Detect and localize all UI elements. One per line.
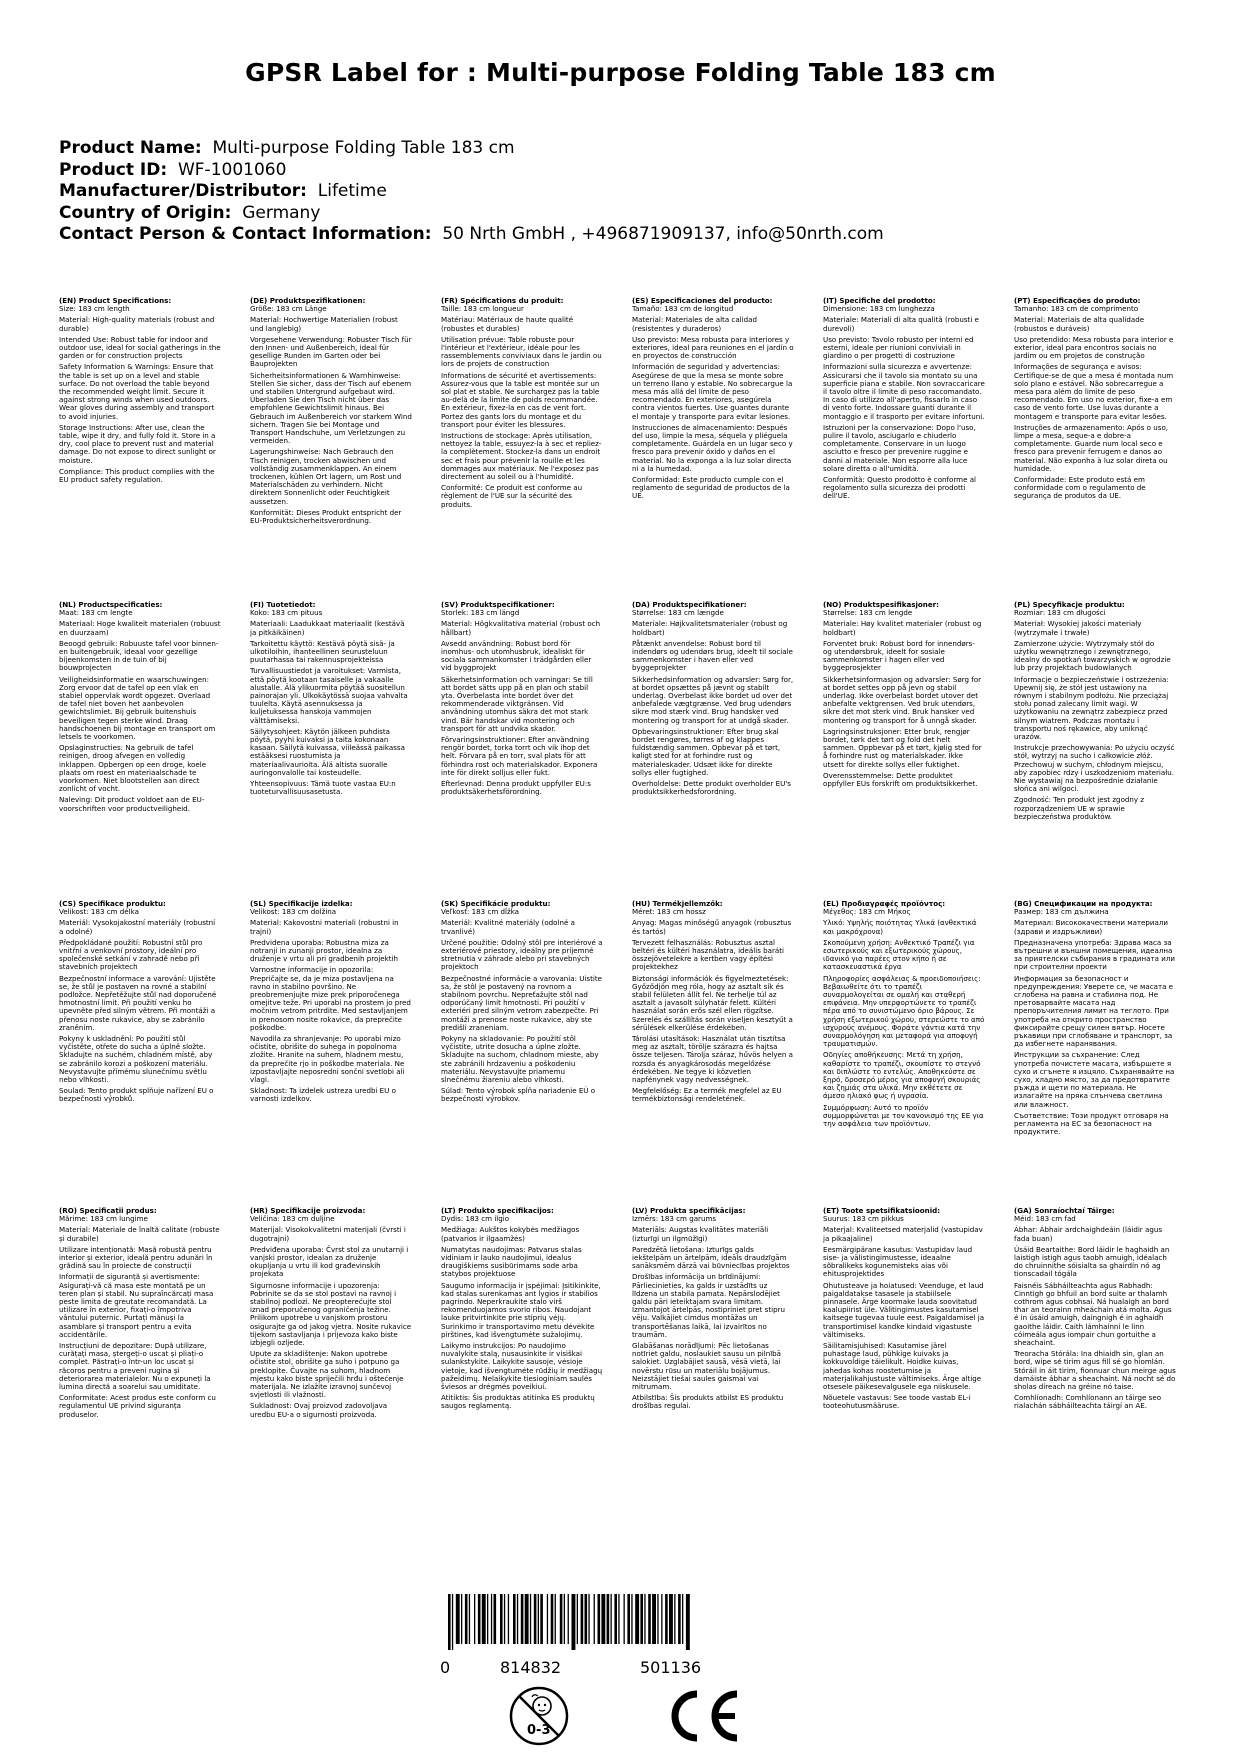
spec-paragraph: Dimensione: 183 cm lunghezza bbox=[823, 304, 935, 314]
spec-paragraph: Comhlíonadh: Comhlíonann an táirge seo rialachán sábháilteachta táirgí an AE. bbox=[1014, 1393, 1162, 1411]
spec-block bbox=[823, 1207, 985, 1497]
spec-paragraph: Størrelse: 183 cm længde bbox=[632, 608, 724, 618]
spec-paragraph: Taille: 183 cm longueur bbox=[441, 304, 524, 314]
spec-block bbox=[59, 601, 221, 891]
spec-paragraph: Förvaringsinstruktioner: Efter användning rengör bordet, torka torrt och vik ihop det helt. Förvara på en torr, sval plats för att förhindra rost och materialskador. Exponera inte för direkt solljus eller fukt. bbox=[441, 735, 598, 777]
spec-paragraph: Informații de siguranță și avertismente: Asigurați-vă că masa este montată pe un teren plan și stabil. Nu supraîncărcați masa peste limita de greutate recomandată. La utilizare în exterior, fixați-o împotriva vântului puternic. Purtați mănuși la asamblare și transport pentru a evita accidentările. bbox=[59, 1272, 214, 1339]
spec-paragraph: Material: Materiale de înaltă calitate (robuste și durabile) bbox=[59, 1225, 220, 1243]
spec-paragraph: Material: Hochwertige Materialien (robust und langlebig) bbox=[250, 315, 398, 333]
spec-paragraph: Informações de segurança e avisos: Certifique-se de que a mesa é montada num solo plano e estável. Não sobrecarregue a mesa para além do limite de peso recomendado. Em uso no exterior, fixe-a em caso de vento forte. Use luvas durante a montagem e transporte para evitar lesões. bbox=[1014, 362, 1174, 421]
spec-paragraph: Ábhar: Ábhair ardchaighdeáin (láidir agus fada buan) bbox=[1014, 1225, 1163, 1243]
barcode-bar bbox=[478, 1594, 481, 1644]
barcode-bar bbox=[491, 1594, 492, 1644]
spec-paragraph: Avsedd användning: Robust bord för inomhus- och utomhusbruk, idealiskt för sociala sammankomster i trädgården eller vid byggprojekt bbox=[441, 638, 592, 673]
spec-paragraph: Faisnéis Sábháilteachta agus Rabhadh: Cinntigh go bhfuil an bord suite ar thalamh cothrom agus cobhsaí. Ná hualaigh an bord thar an teorainn mheáchain atá molta. Agus é in úsáid amuigh, daingnigh é in aghaidh gaoithe láidir. Caith lámhainní le linn cóimeála agus iompair chun gortuithe a sheachaint. bbox=[1014, 1280, 1172, 1348]
spec-paragraph: Istruzioni per la conservazione: Dopo l'uso, pulire il tavolo, asciugarlo e chiuderlo completamente. Conservare in un luogo asciutto e fresco per prevenire ruggine e danni al materiale. Non esporre alla luce solare diretta o all'umidità. bbox=[823, 422, 976, 473]
spec-paragraph: Konformität: Dieses Produkt entspricht der EU-Produktsicherheitsverordnung. bbox=[250, 507, 402, 526]
barcode-bar bbox=[585, 1594, 588, 1644]
spec-paragraph: Úsáid Beartaithe: Bord láidir le haghaidh an laistigh istigh agus taobh amuigh, idéalach do chruinnithe sóisialta sa ghairdín nó ag tionscadail tógála bbox=[1014, 1244, 1170, 1279]
barcode-bar bbox=[601, 1594, 605, 1644]
spec-paragraph: Atbilstība: Šis produkts atbilst ES produktu drošības regulai. bbox=[632, 1393, 784, 1411]
barcode-bar bbox=[513, 1594, 516, 1644]
spec-paragraph: Säilitamisjuhised: Kasutamise järel puhastage laud, pühkige kuivaks ja kokkuvoldige täielikult. Hoidke kuivas, jahedas kohas roostetumise ja materjalikahjustuste vältimiseks. Ärge altige otsesele päikesevalgusele ega niiskusele. bbox=[823, 1341, 982, 1392]
spec-paragraph: Size: 183 cm length bbox=[59, 304, 130, 314]
spec-paragraph: Materiāls: Augstas kvalitātes materiāli (izturīgi un ilgmūžīgi) bbox=[632, 1225, 769, 1243]
spec-paragraph: Instrukcje przechowywania: Po użyciu oczyść stół, wytrzyj na sucho i całkowicie złóż. Przechowuj w suchym, chłodnym miejscu, aby zapobiec rdzy i uszkodzeniom materiału. Nie wystawiaj na bezpośrednie działanie słońca ani wilgoci. bbox=[1014, 743, 1175, 794]
spec-paragraph: Instrucciones de almacenamiento: Después del uso, limpie la mesa, séquela y pliéguela completamente. Guárdela en un lugar seco y fresco para prevenir óxido y daños en el material. No la exponga a la luz solar directa ni a la humedad. bbox=[632, 422, 793, 473]
spec-heading: (LV) Produkta specifikācijas: bbox=[632, 1207, 746, 1215]
ce-mark-icon bbox=[665, 1686, 745, 1746]
spec-paragraph: Material: Materiales de alta calidad (resistentes y duraderos) bbox=[632, 315, 757, 333]
spec-paragraph: Tarkoitettu käyttö: Kestävä pöytä sisä- ja ulkotiloihin, ihanteellinen seurusteluun puutarhassa tai rakennusprojekteissa bbox=[250, 638, 395, 665]
spec-block bbox=[1014, 297, 1176, 587]
spec-paragraph: Storlek: 183 cm längd bbox=[441, 608, 520, 618]
spec-paragraph: Naleving: Dit product voldoet aan de EU-voorschriften voor productveiligheid. bbox=[59, 795, 205, 813]
spec-paragraph: Størrelse: 183 cm lengde bbox=[823, 608, 913, 618]
spec-paragraph: Größe: 183 cm Länge bbox=[250, 304, 327, 314]
barcode-bar bbox=[469, 1594, 470, 1644]
spec-heading: (GA) Sonraíochtaí Táirge: bbox=[1014, 1207, 1115, 1215]
spec-heading: (DE) Produktspezifikationen: bbox=[250, 297, 366, 305]
barcode-bar bbox=[525, 1594, 529, 1644]
spec-paragraph: Glabāšanas norādījumi: Pēc lietošanas notīriet galdu, noslaukiet sausu un pilnībā salokiet. Uzglabājiet sausā, vēsā vietā, lai novērstu rūsu un materiālu bojājumus. Neizstājiet tiešai saules gaismai vai mitrumam. bbox=[632, 1341, 782, 1392]
barcode-bar bbox=[611, 1594, 612, 1644]
spec-heading: (EN) Product Specifications: bbox=[59, 297, 172, 305]
spec-paragraph: Materiale: Høy kvalitet materialer (robust og holdbart) bbox=[823, 619, 982, 637]
spec-paragraph: Sicherheitsinformationen & Warnhinweise: Stellen Sie sicher, dass der Tisch auf ebenem und stabilen Untergrund aufgebaut wird. Überladen Sie den Tisch nicht über das empfohlene Gewichtslimit hinaus. Bei Gebrauch im Außenbereich vor starkem Wind sichern. Tragen Sie bei Montage und Transport Handschuhe, um Verletzungen zu vermeiden. bbox=[250, 370, 412, 446]
spec-paragraph: Sikkerhedsinformation og advarsler: Sørg for, at bordet opsættes på jævnt og stabilt underlag. Overbelast ikke bordet ud over det anbefalede vægtgrænse. Ved brug udendørs sikre mod stærk vind. Brug handsker ved montering og transport for at undgå skader. bbox=[632, 674, 794, 725]
barcode-bar bbox=[598, 1594, 601, 1644]
spec-paragraph: Materiale: Materiali di alta qualità (robusti e durevoli) bbox=[823, 315, 979, 333]
barcode-bar bbox=[500, 1594, 503, 1644]
spec-paragraph: Инструкции за съхранение: След употреба почистете масата, избършете я сухо и сгънете я изцяло. Съхранявайте на сухо, хладно място, за да предотвратите ръжда и щети по материала. Не излагайте на пряка слънчева светлина или влажност. bbox=[1014, 1050, 1175, 1109]
spec-block bbox=[632, 601, 794, 891]
spec-paragraph: Ohutusteave ja hoiatused: Veenduge, et laud paigaldatakse tasasele ja stabiilsele pinnasele. Ärge koormake lauda soovitatud kaalupiirist üle. Välitingimustes kasutamisel kaitsege tugevaa tuule eest. Paigaldamisel ja transportimisel kandke kindaid vigastuste vältimiseks. bbox=[823, 1280, 985, 1339]
spec-paragraph: Materijal: Visokokvalitetni materijali (čvrsti i dugotrajni) bbox=[250, 1225, 406, 1243]
barcode-bar bbox=[517, 1594, 518, 1644]
spec-paragraph: Opbevaringsinstruktioner: Efter brug skal bordet rengøres, tørres af og klappes fuldstændig sammen. Opbevar på et tørt, køligt sted for at forhindre rust og materialeskader. Udsæt ikke for direkte sollys eller fugtighed. bbox=[632, 726, 781, 777]
spec-paragraph: Material: Materiais de alta qualidade (robustos e duráveis) bbox=[1014, 315, 1145, 333]
spec-heading: (SK) Špecifikácie produktu: bbox=[441, 900, 551, 908]
spec-paragraph: Treoracha Stórála: Ina dhiaidh sin, glan an bord, wipe sé tirim agus fill sé go hiomlán. Stóráil in áit tirim, fionnuar chun meirge agus damáiste ábhar a sheachaint. Ná nocht sé do sholas díreach na gréine nó taise. bbox=[1014, 1349, 1176, 1392]
spec-paragraph: Conformité: Ce produit est conforme au règlement de l'UE sur la sécurité des produits. bbox=[441, 483, 583, 509]
spec-block bbox=[441, 1207, 603, 1497]
spec-paragraph: Izmērs: 183 cm garums bbox=[632, 1214, 717, 1224]
barcode-bar bbox=[635, 1594, 639, 1644]
spec-paragraph: Instructions de stockage: Après utilisation, nettoyez la table, essuyez-la à sec et repliez-la complètement. Stockez-la dans un endroit sec et frais pour prévenir la rouille et les dommages aux matériaux. Ne l'exposez pas directement au soleil ou à l'humidité. bbox=[441, 431, 602, 482]
spec-paragraph: Conformità: Questo prodotto è conforme al regolamento sulla sicurezza dei prodotti dell'UE. bbox=[823, 475, 977, 501]
spec-paragraph: Overholdelse: Dette produkt overholder EU's produktsikkerhedsforordning. bbox=[632, 779, 791, 797]
spec-paragraph: Předpokládané použití: Robustní stůl pro vnitřní a venkovní prostory, ideální pro společenské setkání v zahradě nebo při stavebních projektech bbox=[59, 937, 203, 972]
barcode-bar bbox=[648, 1594, 651, 1644]
barcode-bar bbox=[487, 1594, 488, 1644]
barcode-bar bbox=[631, 1594, 632, 1644]
spec-block bbox=[59, 1207, 221, 1497]
spec-paragraph: Dydis: 183 cm ilgio bbox=[441, 1214, 510, 1224]
spec-heading: (PT) Especificações do produto: bbox=[1014, 297, 1141, 305]
spec-paragraph: Compliance: This product complies with the EU product safety regulation. bbox=[59, 466, 215, 485]
barcode-bar bbox=[555, 1594, 556, 1644]
barcode-bar bbox=[572, 1594, 576, 1650]
spec-paragraph: Säilytysohjeet: Käytön jälkeen puhdista pöytä, pyyhi kuivaksi ja taita kokonaan kasaan. Säilytä kuivassa, viileässä paikassa estääksesi ruostumista ja materiaalivaurioita. Älä altista suoralle auringonvalolle tai kosteudelle. bbox=[250, 726, 405, 777]
barcode-numbers bbox=[440, 1658, 804, 1676]
spec-heading: (SV) Produktspecifikationer: bbox=[441, 601, 555, 609]
spec-paragraph: Navodila za shranjevanje: Po uporabi mizo očistite, obrišite do suhega in popolnoma zložite. Hranite na suhem, hladnem mestu, da preprečite rjo in poškodbe materiala. Ne izpostavljajte neposredni sončni svetlobi ali vlagi. bbox=[250, 1034, 405, 1085]
spec-paragraph: Uso previsto: Tavolo robusto per interni ed esterni, ideale per riunioni conviviali in giardino o per progetti di costruzione bbox=[823, 334, 974, 361]
spec-heading: (NL) Productspecificaties: bbox=[59, 601, 163, 609]
spec-paragraph: Paredzētā lietošana: Izturīgs galds iekštelpām un ārtelpām, ideāls draudzīgām sanāksmēm dārzā vai būvniecības projektos bbox=[632, 1244, 790, 1271]
barcode-bar bbox=[568, 1594, 569, 1644]
barcode-bar bbox=[534, 1594, 537, 1644]
spec-paragraph: Utilisation prévue: Table robuste pour l'intérieur et l'extérieur, idéale pour les rassemblements conviviaux dans le jardin ou lors de projets de construction bbox=[441, 334, 602, 369]
spec-paragraph: Varnostne informacije in opozorila: Prepričajte se, da je miza postavljena na ravno in stabilno površino. Ne preobremenjujte mize prek priporočenega omejitve teže. Pri uporabi na prostem jo pred močnim vetrom pritrdite. Med sestavljanjem in prenosom nosite rokavice, da preprečite poškodbe. bbox=[250, 965, 411, 1032]
barcode-bar bbox=[494, 1594, 497, 1644]
spec-paragraph: Veľkosť: 183 cm dĺžka bbox=[441, 907, 520, 917]
barcode-bar bbox=[465, 1594, 468, 1644]
spec-heading: (LT) Produkto specifikacijos: bbox=[441, 1207, 554, 1215]
info-product-name: Product Name: Multi-purpose Folding Table 183 cm bbox=[59, 138, 515, 158]
barcode-bar bbox=[482, 1594, 486, 1644]
spec-paragraph: Koko: 183 cm pituus bbox=[250, 608, 323, 618]
info-country: Country of Origin: Germany bbox=[59, 202, 321, 223]
spec-paragraph: Materiál: Kvalitné materiály (odolné a trvanlivé) bbox=[441, 918, 575, 936]
spec-heading: (RO) Specificații produs: bbox=[59, 1207, 157, 1215]
spec-paragraph: Uso previsto: Mesa robusta para interiores y exteriores, ideal para reuniones en el jardín o en proyectos de construcción bbox=[632, 334, 794, 361]
barcode-bar bbox=[577, 1594, 578, 1644]
spec-paragraph: Opslaginstructies: Na gebruik de tafel reinigen, droog afvegen en volledig inklappen. Opbergen op een droge, koele plaats om roest en materiaalschade te voorkomen. Niet blootstellen aan direct zonlicht of vocht. bbox=[59, 743, 207, 794]
spec-paragraph: Rozmiar: 183 cm długości bbox=[1014, 608, 1106, 618]
spec-paragraph: Overensstemmelse: Dette produktet oppfyller EUs forskrift om produktsikkerhet. bbox=[823, 770, 978, 789]
spec-paragraph: Vorgesehene Verwendung: Robuster Tisch für den Innen- und Außenbereich, ideal für gesellige Runden im Garten oder bei Bauprojekten bbox=[250, 334, 412, 369]
spec-heading: (IT) Specifiche del prodotto: bbox=[823, 297, 936, 305]
spec-paragraph: Materiál: Vysokojakostní materiály (robustní a odolné) bbox=[59, 918, 216, 936]
barcode-bar bbox=[665, 1594, 668, 1644]
spec-paragraph: Sigurnosne informacije i upozorenja: Pobrinite se da se stol postavi na ravnoj i stabilnoj podlozi. Ne preopterećujte stol iznad preporučenog ograničenja težine. Prilikom upotrebe u vanjskom prostoru osigurajte ga od jakog vjetra. Nosite rukavice tijekom sastavljanja i prijevoza kako biste izbjegli ozljede. bbox=[250, 1280, 412, 1348]
barcode-bar bbox=[560, 1594, 563, 1644]
barcode-bar bbox=[452, 1594, 453, 1650]
barcode-bar bbox=[594, 1594, 595, 1644]
spec-paragraph: Sikkerhetsinformasjon og advarsler: Sørg for at bordet settes opp på jevn og stabil underlag. Ikke overbelast bordet utover det anbefalte vektgrensen. Ved bruk utendørs, sikre det mot sterk vind. Bruk hansker ved montering og transport for å unngå skader. bbox=[823, 674, 982, 725]
barcode-bar bbox=[618, 1594, 619, 1644]
barcode-bar bbox=[588, 1594, 589, 1644]
spec-paragraph: Súlad: Tento výrobok spĺňa nariadenie EÚ o bezpečnosti výrobkov. bbox=[441, 1086, 596, 1104]
spec-heading: (ET) Toote spetsifikatsioonid: bbox=[823, 1207, 941, 1215]
spec-block bbox=[632, 900, 794, 1190]
spec-paragraph: Instrucțiuni de depozitare: După utilizare, curățați masa, ștergeți-o uscat și pliați-o complet. Păstrați-o într-un loc uscat și răcoros pentru a preveni rugina și deteriorarea materialelor. Nu o expuneți la lumina directă a soarelui sau umiditate. bbox=[59, 1341, 211, 1392]
spec-paragraph: Materiale: Højkvalitetsmaterialer (robust og holdbart) bbox=[632, 619, 788, 637]
barcode-bar bbox=[508, 1594, 509, 1644]
spec-paragraph: Méid: 183 cm fad bbox=[1014, 1214, 1076, 1224]
spec-paragraph: Maat: 183 cm lengte bbox=[59, 608, 133, 618]
barcode-bar bbox=[564, 1594, 565, 1644]
spec-block bbox=[441, 900, 603, 1190]
spec-paragraph: Informations de sécurité et avertissements: Assurez-vous que la table est montée sur un sol plat et stable. Ne surchargez pas la table au-delà de la limite de poids recommandée. En extérieur, fixez-la en cas de vent fort. Portez des gants lors du montage et du transport pour éviter les blessures. bbox=[441, 370, 600, 429]
spec-paragraph: Sukladnost: Ovaj proizvod zadovoljava uredbu EU-a o sigurnosti proizvoda. bbox=[250, 1401, 388, 1419]
spec-block bbox=[250, 297, 412, 587]
spec-paragraph: Σκοπούμενη χρήση: Ανθεκτικό Τραπέζι για εσωτερικούς και εξωτερικούς χώρους, ιδανικό για παρέες στον κήπο ή σε κατασκευαστικά έργα bbox=[823, 937, 975, 972]
spec-heading: (ES) Especificaciones del producto: bbox=[632, 297, 773, 305]
spec-paragraph: Upute za skladištenje: Nakon upotrebe očistite stol, obrišite ga suho i potpuno ga preklopite. Čuvajte na suhom, hladnom mjestu kako biste spriječili hrđu i oštećenje materijala. Ne izlažite izravnoj sunčevoj svjetlosti ili vlažnosti. bbox=[250, 1349, 404, 1400]
barcode-bar bbox=[627, 1594, 630, 1644]
spec-paragraph: Velikost: 183 cm délka bbox=[59, 907, 139, 917]
spec-paragraph: Instruções de armazenamento: Após o uso, limpe a mesa, seque-a e dobre-a completamente. Guarde num local seco e fresco para prevenir ferrugem e danos ao material. Não exponha à luz solar direta ou humidade. bbox=[1014, 422, 1169, 473]
product-info bbox=[59, 138, 884, 246]
spec-paragraph: Οδηγίες αποθήκευσης: Μετά τη χρήση, καθαρίστε το τραπέζι, σκουπίστε το στεγνό και διπλώστε το εντελώς. Αποθηκεύστε σε ξηρό, δροσερό μέρος για αποφυγή σκουριάς και ζημιάς στα υλικά. Μην εκθέτετε σε άμεσο ηλιακό φως ή υγρασία. bbox=[823, 1050, 981, 1101]
spec-paragraph: Tamaño: 183 cm de longitud bbox=[632, 304, 734, 314]
spec-block bbox=[250, 1207, 412, 1497]
barcode-digit-left: 0 bbox=[440, 1658, 451, 1677]
spec-paragraph: Bezpečnostné informácie a varovania: Uistite sa, že stôl je postavený na rovnom a stabilnom povrchu. Nepreťažujte stôl nad odporúčaný limit hmotnosti. Pri použití v exteriéri pred silným vetrom zabezpečte. Pri montáži a prenose noste rukavice, aby ste predišli zraneniam. bbox=[441, 973, 603, 1032]
spec-paragraph: Veiligheidsinformatie en waarschuwingen: Zorg ervoor dat de tafel op een vlak en stabiel oppervlak wordt opgezet. Overlaad de tafel niet boven het aanbevolen gewichtslimiet. Bij gebruik buitenshuis beveiligen tegen sterke wind. Draag handschoenen bij montage en transport om letsels te voorkomen. bbox=[59, 674, 216, 742]
barcode-bar bbox=[448, 1594, 451, 1650]
barcode-bar bbox=[551, 1594, 554, 1644]
spec-block bbox=[632, 1207, 794, 1497]
spec-paragraph: Beoogd gebruik: Robuuste tafel voor binnen- en buitengebruik, ideaal voor gezellige bijeenkomsten in de tuin of bij bouwprojecten bbox=[59, 638, 219, 673]
spec-paragraph: Safety Information & Warnings: Ensure that the table is set up on a level and stable surface. Do not overload the table beyond the recommended weight limit. Secure it against strong winds when used outdoors. Wear gloves during assembly and transport to avoid injuries. bbox=[59, 362, 215, 421]
spec-paragraph: Biztonsági információk és figyelmeztetések: Győződjön meg róla, hogy az asztalt sík és stabil felületen állít fel. Ne terhelje túl az asztalt a javasolt súlyhatár felett. Kültéri használat során erős szél ellen rögzítse. Szerelés és szállítás során viseljen kesztyűt a sérülések elkerülése érdekében. bbox=[632, 973, 793, 1032]
spec-heading: (FR) Spécifications du produit: bbox=[441, 297, 564, 305]
barcode-bar bbox=[581, 1594, 584, 1644]
spec-heading: (FI) Tuotetiedot: bbox=[250, 601, 316, 609]
spec-paragraph: Conformidad: Este producto cumple con el reglamento de seguridad de productos de la UE. bbox=[632, 475, 790, 501]
barcode-bar bbox=[521, 1594, 524, 1644]
spec-paragraph: Utilizare intenționată: Masă robustă pentru interior și exterior, ideală pentru adunări în grădină sau în proiecte de construcții bbox=[59, 1244, 213, 1271]
spec-paragraph: Zgodność: Ten produkt jest zgodny z rozporządzeniem UE w sprawie bezpieczeństwa produktów. bbox=[1014, 795, 1145, 821]
spec-block bbox=[250, 601, 412, 891]
spec-paragraph: Informacje o bezpieczeństwie i ostrzeżenia: Upewnij się, że stół jest ustawiony na równym i stabilnym podłożu. Nie przeciążaj stołu ponad zalecany limit wagi. W użytkowaniu na zewnątrz zabezpiecz przed silnym wiatrem. Podczas montażu i transportu noś rękawice, aby uniknąć urazów. bbox=[1014, 674, 1169, 742]
spec-block bbox=[1014, 601, 1176, 891]
spec-paragraph: Uso pretendido: Mesa robusta para interior e exterior, ideal para encontros sociais no jardim ou em projetos de construção bbox=[1014, 334, 1174, 361]
barcode-bar bbox=[474, 1594, 475, 1644]
spec-paragraph: Velikost: 183 cm dolžina bbox=[250, 907, 337, 917]
barcode-bar bbox=[686, 1594, 690, 1650]
spec-heading: (HU) Termékjellemzők: bbox=[632, 900, 723, 908]
spec-paragraph: Veličina: 183 cm duljine bbox=[250, 1214, 335, 1224]
spec-paragraph: Πληροφορίες ασφάλειας & προειδοποιήσεις: Βεβαιωθείτε ότι το τραπέζι συναρμολογείται σε ομαλή και σταθερή επιφάνεια. Μην υπερφορτώνετε το τραπέζι πέρα από το συνιστώμενο όριο βάρους. Σε χρήση εξωτερικού χώρου, στερεώστε το από ισχυρούς ανέμους. Φοράτε γάντια κατά την συναρμολόγηση και μεταφορά για αποφυγή τραυματισμών. bbox=[823, 973, 985, 1049]
spec-paragraph: Säkerhetsinformation och varningar: Se till att bordet sätts upp på en plan och stabil yta. Överbelasta inte bordet över det rekommenderade viktgränsen. Vid användning utomhus säkra det mot stark vind. Bär handskar vid montering och transport för att undvika skador. bbox=[441, 674, 593, 733]
barcode-bar bbox=[644, 1594, 645, 1644]
spec-paragraph: Medžiaga: Aukštos kokybės medžiagos (patvarios ir ilgaamžės) bbox=[441, 1225, 580, 1243]
spec-paragraph: Soulad: Tento produkt splňuje nařízení EU o bezpečnosti výrobků. bbox=[59, 1086, 214, 1104]
spec-paragraph: Nõuetele vastavus: See toode vastab EL-i tooteohutusmääruse. bbox=[823, 1393, 971, 1411]
spec-paragraph: Información de seguridad y advertencias: Asegúrese de que la mesa se monte sobre un terreno llano y estable. No sobrecargue la mesa más allá del límite de peso recomendado. En exteriores, asegúrela contra vientos fuertes. Use guantes durante el montaje y transporte para evitar lesiones. bbox=[632, 362, 793, 421]
spec-heading: (SL) Specifikacije izdelka: bbox=[250, 900, 353, 908]
spec-paragraph: Bezpečnostní informace a varování: Ujistěte se, že stůl je postaven na rovné a stabilní podložce. Nepřetěžujte stůl nad doporučené hmotnostní limit. Při použití venku ho upevněte před silným větrem. Při montáži a přenosu noste rukavice, aby se zabránilo zraněním. bbox=[59, 973, 217, 1032]
spec-block bbox=[250, 900, 412, 1190]
spec-heading: (PL) Specyfikacje produktu: bbox=[1014, 601, 1125, 609]
spec-paragraph: Suurus: 183 cm pikkus bbox=[823, 1214, 904, 1224]
spec-paragraph: Turvallisuustiedot ja varoitukset: Varmista, että pöytä kootaan tasaiselle ja vakaalle alustalle. Älä ylikuormita pöytää suositellun painorajan yli. Ulkokäytössä suojaa vahvalta tuulelta. Käytä asennuksessa ja kuljetuksessa hanskoja vammojen välttämiseksi. bbox=[250, 666, 408, 725]
spec-block bbox=[441, 297, 603, 587]
spec-block bbox=[1014, 1207, 1176, 1497]
spec-paragraph: Материал: Висококачествени материали (здрави и издръжливи) bbox=[1014, 918, 1169, 936]
spec-paragraph: Conformidade: Este produto está em conformidade com o regulamento de segurança de produtos da UE. bbox=[1014, 475, 1146, 501]
barcode-bar bbox=[661, 1594, 662, 1644]
spec-paragraph: Efterlevnad: Denna produkt uppfyller EU:s produktsäkerhetsförordning. bbox=[441, 779, 591, 797]
spec-paragraph: Lagerungshinweise: Nach Gebrauch den Tisch reinigen, trocken abwischen und vollständig zusammenklappen. An einem trockenen, kühlen Ort lagern, um Rost und Materialschäden zu verhindern. Nicht direktem Sonnenlicht oder Feuchtigkeit aussetzen. bbox=[250, 447, 402, 506]
spec-paragraph: Συμμόρφωση: Αυτό το προϊόν συμμορφώνεται με τον κανονισμό της ΕΕ για την ασφάλεια των προϊόντων. bbox=[823, 1102, 984, 1129]
spec-paragraph: Påtænkt anvendelse: Robust bord til indendørs og udendørs brug, ideelt til sociale sammenkomster i haven eller ved byggeprojekter bbox=[632, 638, 793, 673]
spec-paragraph: Určené použitie: Odolný stôl pre interiérové a exteriérové priestory, ideálny pre príjemné stretnutia v záhrade alebo pri stavebných projektoch bbox=[441, 937, 603, 972]
barcode-bar bbox=[504, 1594, 505, 1644]
spec-heading: (DA) Produktspecifikationer: bbox=[632, 601, 747, 609]
spec-heading: (HR) Specifikacije proizvoda: bbox=[250, 1207, 366, 1215]
spec-heading: (NO) Produktspesifikasjoner: bbox=[823, 601, 939, 609]
spec-heading: (CS) Specifikace produktu: bbox=[59, 900, 166, 908]
spec-paragraph: Pokyny k uskladnění: Po použití stůl vyčistěte, otřete do sucha a úplně složte. Skladujte na suchém, chladném místě, aby se zabránilo korozi a poškození materiálu. Nevystavujte přímému slunečnímu světlu nebo vlhkosti. bbox=[59, 1034, 213, 1085]
barcode-bar bbox=[669, 1594, 673, 1644]
spec-paragraph: Pokyny na skladovanie: Po použití stôl vyčistite, utrite dosucha a úplne zložte. Skladujte na suchom, chladnom mieste, aby ste zabránili hrdzaveniu a poškodeniu materiálu. Nevystavujte priamemu slnečnému žiareniu alebo vlhkosti. bbox=[441, 1034, 599, 1085]
age-label: 0-3 bbox=[527, 1723, 551, 1738]
page-title: GPSR Label for : Multi-purpose Folding Table 183 cm bbox=[245, 58, 996, 87]
spec-paragraph: Tamanho: 183 cm de comprimento bbox=[1014, 304, 1139, 314]
spec-paragraph: Storage Instructions: After use, clean the table, wipe it dry, and fully fold it. Store in a dry, cool place to prevent rust and material damage. Do not expose to direct sunlight or moisture. bbox=[59, 422, 216, 465]
spec-paragraph: Predviđena uporaba: Čvrst stol za unutarnji i vanjski prostor, idealan za druženje okupljanja u vrtu ili kod građevinskih projekata bbox=[250, 1244, 409, 1279]
spec-paragraph: Laikymo instrukcijos: Po naudojimo nuvalykite stalą, nusausinkite ir visiškai sulankstykite. Laikykite sausoje, vėsioje vietoje, kad išvengtumėte rūdžių ir medžiagų pažeidimų. Nelaikykite tiesioginiam saulės šviesos ar drėgmės poveikiui. bbox=[441, 1341, 603, 1392]
info-contact: Contact Person & Contact Information: 50 Nrth GmbH , +496871909137, info@50nrth.com bbox=[59, 224, 884, 244]
barcode-bar bbox=[682, 1594, 683, 1644]
spec-paragraph: Conformitate: Acest produs este conform cu regulamentul UE privind siguranța produselor. bbox=[59, 1393, 216, 1419]
barcode-bar bbox=[547, 1594, 548, 1644]
spec-paragraph: Predvidena uporaba: Robustna miza za notranji in zunanji prostor, idealna za druženje v vrtu ali pri gradbenih projektih bbox=[250, 937, 399, 964]
barcode-bar bbox=[614, 1594, 617, 1644]
barcode-bar bbox=[674, 1594, 675, 1644]
spec-paragraph: Информация за безопасност и предупреждения: Уверете се, че масата е сглобена на равна и стабилна под. Не претоварвайте масата над препоръчителния лимит на теглото. При употреба на открито пространство фиксирайте срещу силен вятър. Носете ръкавици при сглобяване и транспорт, за да избегнете наранявания. bbox=[1014, 973, 1174, 1049]
spec-paragraph: Materiał: Wysokiej jakości materiały (wytrzymałe i trwałe) bbox=[1014, 619, 1142, 637]
spec-paragraph: Υλικό: Υψηλής ποιότητας Υλικά (ανθεκτικά και μακρόχρονα) bbox=[823, 918, 977, 936]
spec-paragraph: Atitiktis: Šis produktas atitinka ES produktų saugos reglamentą. bbox=[441, 1393, 595, 1411]
spec-paragraph: Materjal: Kvaliteetsed materjalid (vastupidav ja pikaajaline) bbox=[823, 1225, 983, 1243]
barcode-bar bbox=[678, 1594, 681, 1644]
barcode-bar bbox=[456, 1594, 460, 1644]
spec-paragraph: Tervezett felhasználás: Robusztus asztal beltéri és kültéri használatra, ideális baráti összejövetelekre a kertben vagy építési projektekhez bbox=[632, 937, 785, 972]
spec-paragraph: Mărime: 183 cm lungime bbox=[59, 1214, 148, 1224]
spec-paragraph: Materiaali: Laadukkaat materiaalit (kestävä ja pitkäikäinen) bbox=[250, 619, 405, 637]
spec-paragraph: Предназначена употреба: Здрава маса за вътрешни и външни помещения, идеална за приятелски събирания в градината или при строителни проекти bbox=[1014, 937, 1175, 972]
spec-heading: (BG) Спецификации на продукта: bbox=[1014, 900, 1153, 908]
spec-paragraph: Zamierzone użycie: Wytrzymały stół do użytku wewnętrznego i zewnętrznego, idealny do spotkań towarzyskich w ogrodzie lub przy projektach budowlanych bbox=[1014, 638, 1171, 673]
barcode-digits-mid: 814832 bbox=[500, 1658, 562, 1677]
spec-block bbox=[59, 900, 221, 1190]
spec-paragraph: Размер: 183 cm дължина bbox=[1014, 907, 1109, 917]
spec-paragraph: Intended Use: Robust table for indoor and outdoor use, ideal for social gatherings in the garden or for construction projects bbox=[59, 334, 221, 361]
spec-paragraph: Lagringsinstruksjoner: Etter bruk, rengjør bordet, tørk det tørt og fold det helt sammen. Oppbevar på et tørt, kjølig sted for å forhindre rust og materialskader. Ikke utsett for direkte sollys eller fuktighet. bbox=[823, 726, 982, 769]
barcode-bar bbox=[530, 1594, 531, 1644]
spec-heading: (EL) Προδιαγραφές προϊόντος: bbox=[823, 900, 946, 908]
barcode bbox=[440, 1594, 804, 1650]
spec-paragraph: Eesmärgipärane kasutus: Vastupidav laud sise- ja välistingimustesse, ideaalne sõbralikeks kogunemisteks aias või ehitusprojektides bbox=[823, 1244, 973, 1279]
spec-paragraph: Materiaal: Hoge kwaliteit materialen (robuust en duurzaam) bbox=[59, 619, 221, 637]
spec-paragraph: Tárolási utasítások: Használat után tisztítsa meg az asztalt, törölje szárazra és hajtsa össze teljesen. Tárolja száraz, hűvös helyen a rozsda és anyagkárosodás megelőzése érdekében. Ne tegye ki közvetlen napfénynek vagy nedvességnek. bbox=[632, 1034, 793, 1085]
spec-paragraph: Forventet bruk: Robust bord for innendørs- og utendørsbruk, ideelt for sosiale sammenkomster i hagen eller ved byggeprosjekter bbox=[823, 638, 975, 673]
spec-paragraph: Méret: 183 cm hossz bbox=[632, 907, 706, 917]
barcode-bar bbox=[640, 1594, 643, 1644]
spec-paragraph: Material: Högkvalitativa material (robust och hållbart) bbox=[441, 619, 601, 637]
spec-block bbox=[59, 297, 221, 587]
spec-paragraph: Drošības informācija un brīdinājumi: Pārliecinieties, ka galds ir uzstādīts uz līdzena un stabila pamata. Nepārslodējiet galdu pāri ieteiktajam svara limitam. Izmantojot ārtelpās, nostipriniet pret stipru vēju. Valkājiet cimdus montāžas un transportēšanas laikā, lai izvairītos no traumām. bbox=[632, 1272, 786, 1339]
spec-block bbox=[823, 297, 985, 587]
spec-paragraph: Saugumo informacija ir įspėjimai: Įsitikinkite, kad stalas surenkamas ant lygios ir stabilios pagrindo. Neperkraukite stalo virš rekomenduojamos svorio ribos. Naudojant lauke pritvirtinkite prie stiprių vėjų. Surinkimo ir transportavimo metu dėvėkite pirštines, kad išvengtumėte sužalojimų. bbox=[441, 1280, 601, 1339]
spec-block bbox=[823, 601, 985, 891]
info-manufacturer: Manufacturer/Distributor: Lifetime bbox=[59, 181, 387, 201]
barcode-bar bbox=[538, 1594, 539, 1644]
barcode-bar bbox=[657, 1594, 658, 1644]
spec-paragraph: Anyag: Magas minőségű anyagok (robusztus és tartós) bbox=[632, 918, 792, 936]
spec-block bbox=[441, 601, 603, 891]
spec-block bbox=[823, 900, 985, 1190]
barcode-bar bbox=[540, 1594, 543, 1644]
spec-block bbox=[632, 297, 794, 587]
barcode-digits-right: 501136 bbox=[640, 1658, 702, 1677]
spec-paragraph: Matériau: Matériaux de haute qualité (robustes et durables) bbox=[441, 315, 574, 333]
spec-paragraph: Μέγεθος: 183 cm Μήκος bbox=[823, 907, 911, 917]
spec-paragraph: Informazioni sulla sicurezza e avvertenze: Assicurarsi che il tavolo sia montato su una superficie piana e stabile. Non sovraccaricare il tavolo oltre il limite di peso raccomandato. In caso di utilizzo all'aperto, fissarlo in caso di vento forte. Indossare guanti durante il montaggio e il trasporto per evitare infortuni. bbox=[823, 362, 985, 421]
barcode-bar bbox=[652, 1594, 656, 1644]
spec-block bbox=[1014, 900, 1176, 1190]
barcode-bar bbox=[461, 1594, 462, 1644]
spec-paragraph: Material: High-quality materials (robust and durable) bbox=[59, 315, 215, 333]
spec-paragraph: Material: Kakovostni materiali (robustni in trajni) bbox=[250, 918, 399, 936]
spec-paragraph: Megfelelőség: Ez a termék megfelel az EU termékbiztonsági rendeletének. bbox=[632, 1086, 782, 1104]
spec-paragraph: Съответствие: Този продукт отговаря на регламента на ЕС за безопасност на продуктите. bbox=[1014, 1110, 1169, 1137]
spec-paragraph: Numatytas naudojimas: Patvarus stalas vidiniam ir lauko naudojimui, idealus draugiškiems susibūrimams sode arba statybos projektuose bbox=[441, 1244, 582, 1279]
spec-paragraph: Skladnost: Ta izdelek ustreza uredbi EU o varnosti izdelkov. bbox=[250, 1086, 396, 1104]
spec-paragraph: Yhteensopivuus: Tämä tuote vastaa EU:n tuoteturvallisuusasetusta. bbox=[250, 779, 396, 797]
barcode-bar bbox=[607, 1594, 610, 1644]
age-0-3-warning-icon bbox=[508, 1685, 570, 1747]
info-product-id: Product ID: WF-1001060 bbox=[59, 159, 287, 180]
barcode-bar bbox=[624, 1594, 625, 1644]
